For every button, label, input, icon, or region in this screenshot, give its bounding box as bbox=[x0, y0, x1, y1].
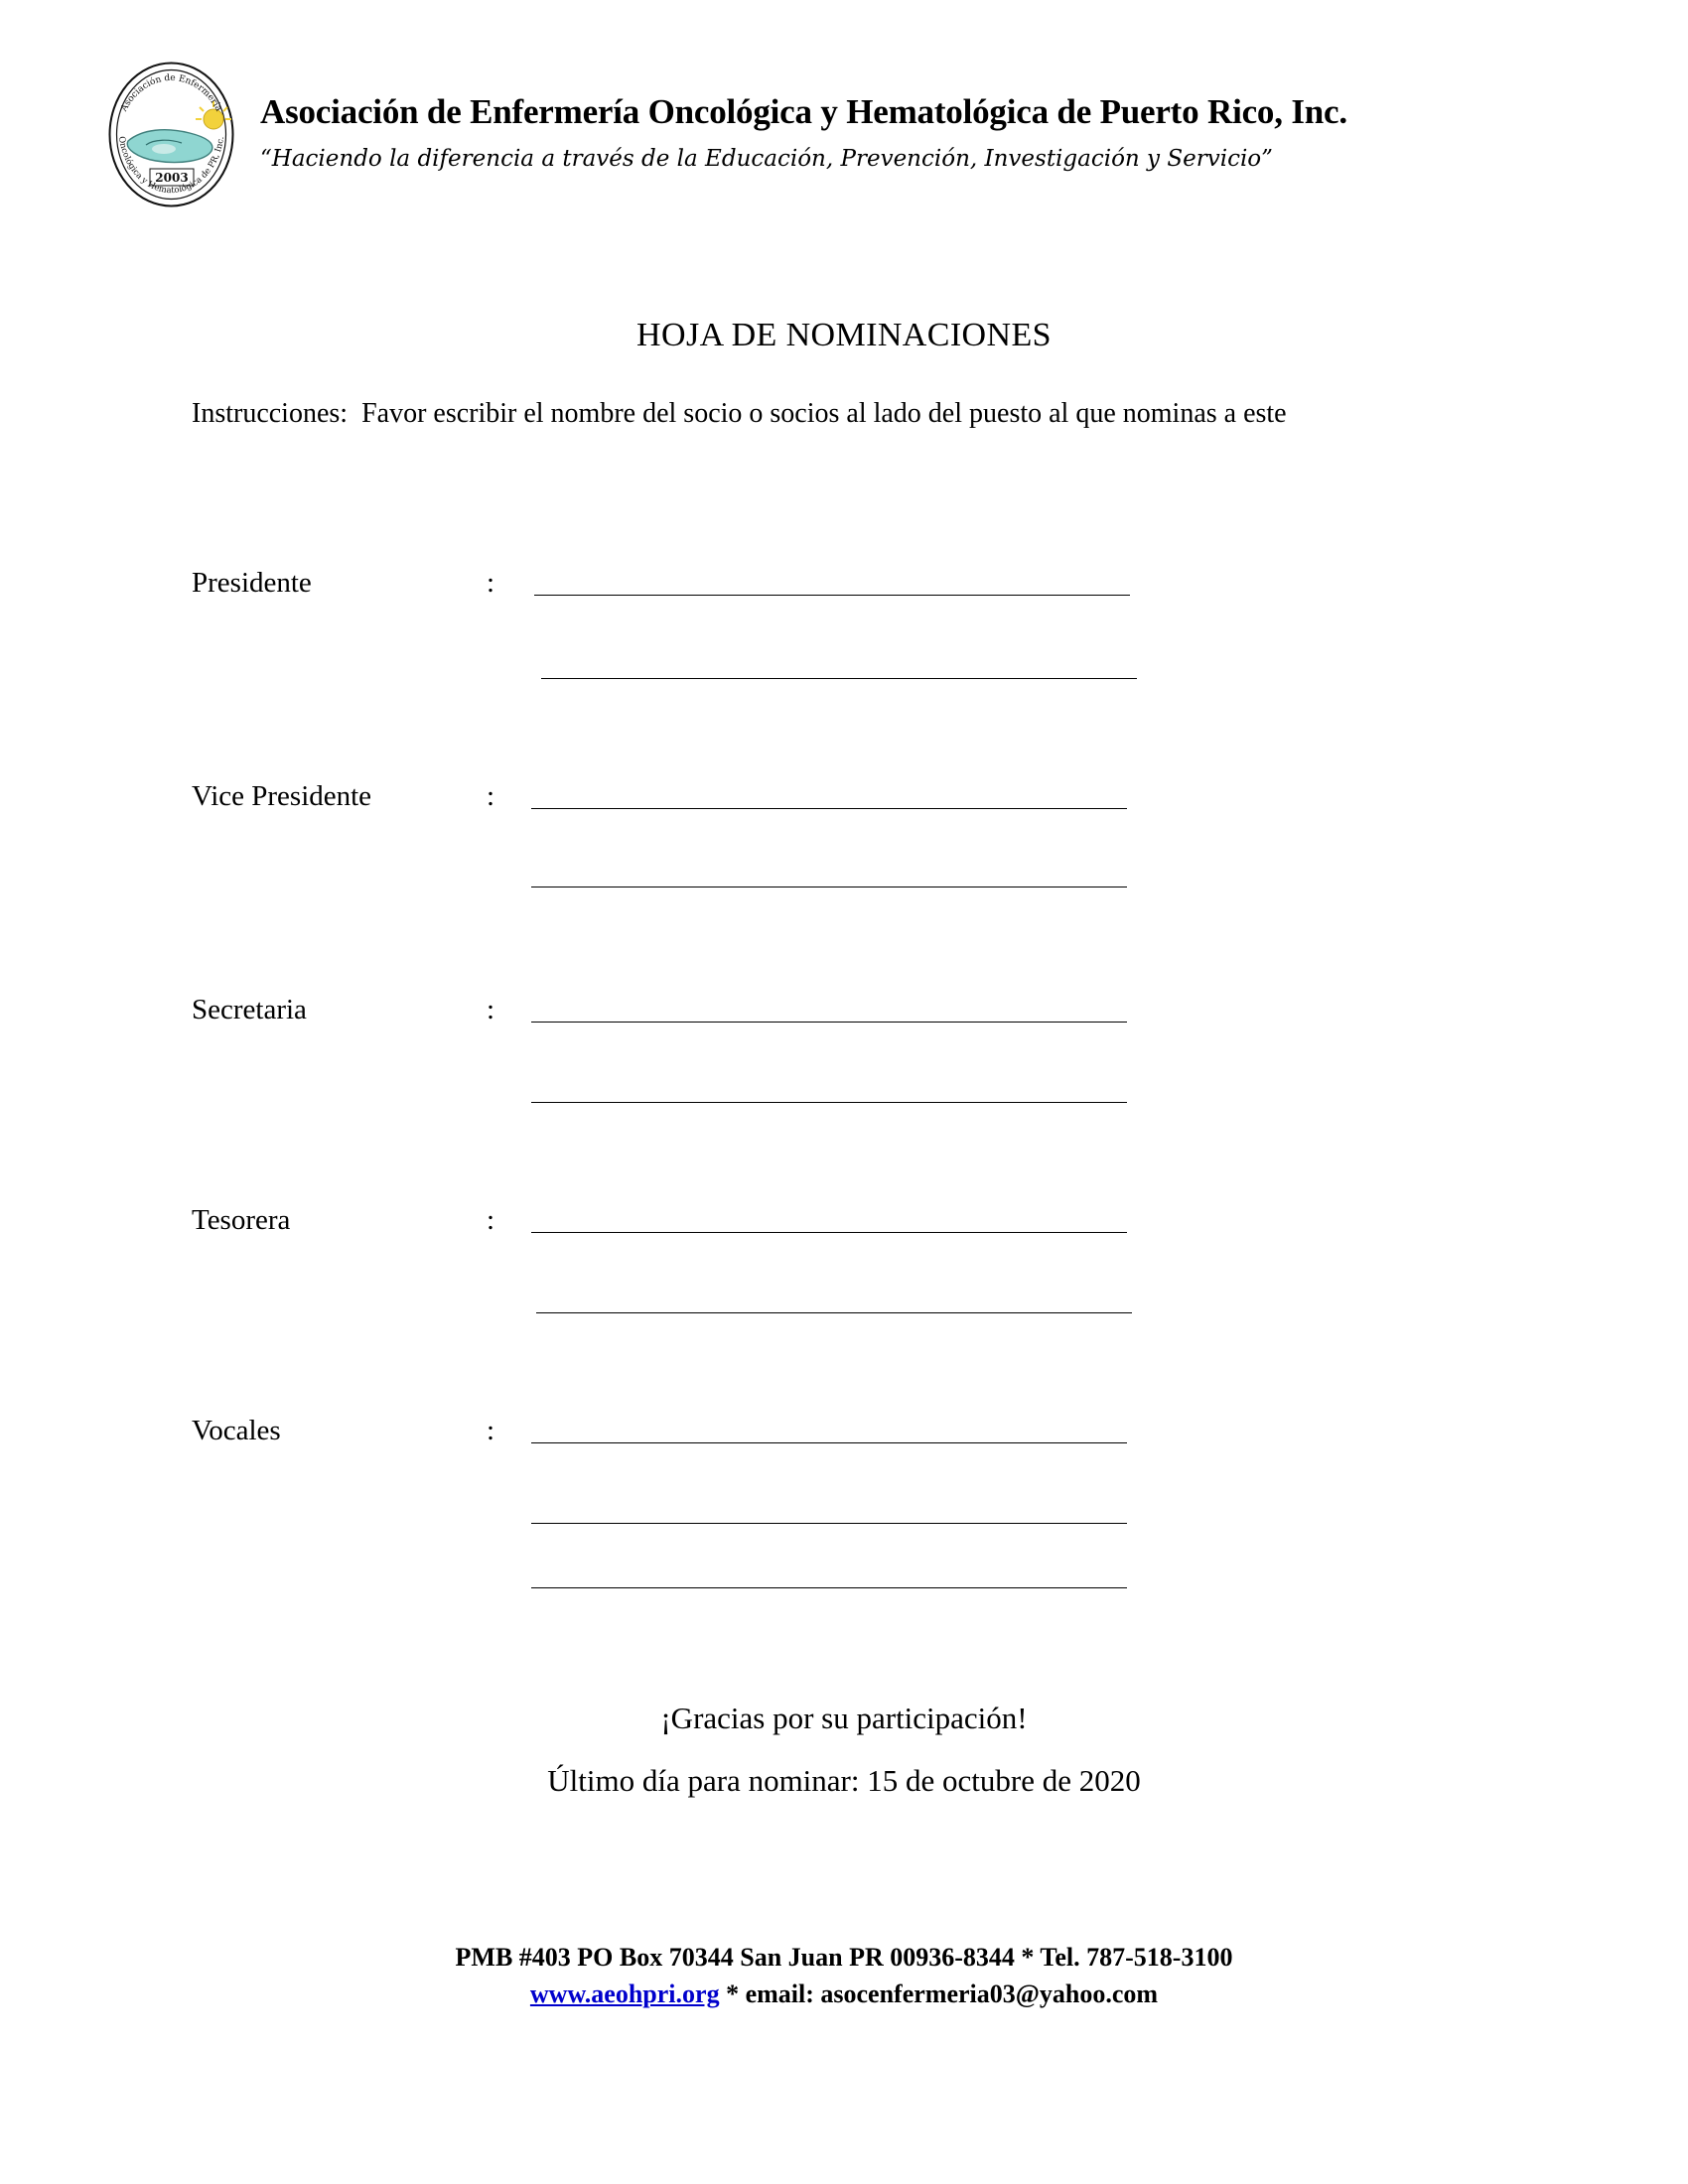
field-row-tesorera bbox=[0, 1203, 1688, 1414]
instructions-block bbox=[192, 392, 1433, 435]
field-row-presidente bbox=[0, 566, 1688, 779]
page-title: HOJA DE NOMINACIONES bbox=[636, 317, 1052, 353]
write-in-line-vocales-1[interactable] bbox=[531, 1442, 1127, 1443]
field-colon-vice-presidente: : bbox=[487, 780, 495, 812]
field-label-tesorera: Tesorera bbox=[192, 1204, 291, 1236]
field-colon-vocales: : bbox=[487, 1415, 495, 1446]
field-label-vocales: Vocales bbox=[192, 1415, 281, 1446]
field-label-presidente: Presidente bbox=[192, 567, 312, 599]
write-in-line-presidente-2[interactable] bbox=[541, 678, 1137, 679]
field-colon-presidente: : bbox=[487, 567, 495, 599]
field-label-secretaria: Secretaria bbox=[192, 994, 307, 1025]
field-row-vocales bbox=[0, 1414, 1688, 1632]
website-link[interactable]: www.aeohpri.org bbox=[529, 1979, 720, 2008]
write-in-line-tesorera-1[interactable] bbox=[531, 1232, 1127, 1233]
instructions-label: Instrucciones: bbox=[192, 398, 349, 429]
thanks-message: ¡Gracias por su participación! bbox=[660, 1701, 1028, 1735]
deadline-message: Último día para nominar: 15 de octubre de 2020 bbox=[547, 1763, 1141, 1798]
field-colon-secretaria: : bbox=[487, 994, 495, 1025]
svg-text:2003: 2003 bbox=[155, 171, 189, 185]
instructions-text: Favor escribir el nombre del socio o socios al lado del puesto al que nominas a este bbox=[361, 398, 1287, 429]
field-row-secretaria bbox=[0, 993, 1688, 1203]
nomination-fields bbox=[0, 566, 1688, 1632]
svg-text:Oncológica y Hematológica de P: Oncológica y Hematológica de PR, Inc. bbox=[115, 135, 227, 197]
field-colon-tesorera: : bbox=[487, 1204, 495, 1236]
organization-seal-icon bbox=[94, 58, 248, 211]
field-row-vice-presidente bbox=[0, 779, 1688, 993]
footer-email[interactable]: asocenfermeria03@yahoo.com bbox=[820, 1979, 1159, 2008]
footer-address: PMB #403 PO Box 70344 San Juan PR 00936-8344 * Tel. 787-518-3100 bbox=[455, 1943, 1233, 1972]
footer-email-prefix: * email: bbox=[719, 1979, 821, 2008]
write-in-line-tesorera-2[interactable] bbox=[536, 1312, 1132, 1313]
write-in-line-secretaria-2[interactable] bbox=[531, 1102, 1127, 1103]
field-label-vice-presidente: Vice Presidente bbox=[192, 780, 372, 812]
write-in-line-vice-presidente-1[interactable] bbox=[531, 808, 1127, 809]
write-in-line-vocales-3[interactable] bbox=[531, 1587, 1127, 1588]
organization-title: Asociación de Enfermería Oncológica y Hematológica de Puerto Rico, Inc. bbox=[260, 92, 1347, 131]
svg-text:Asociación de Enfermería: Asociación de Enfermería bbox=[119, 72, 223, 114]
document-header bbox=[0, 40, 1688, 218]
write-in-line-presidente-1[interactable] bbox=[534, 595, 1130, 596]
footer-contact bbox=[0, 1978, 1688, 2011]
write-in-line-secretaria-1[interactable] bbox=[531, 1022, 1127, 1023]
write-in-line-vocales-2[interactable] bbox=[531, 1523, 1127, 1524]
organization-motto: “Haciendo la diferencia a través de la Educación, Prevención, Investigación y Servicio” bbox=[260, 146, 1273, 172]
